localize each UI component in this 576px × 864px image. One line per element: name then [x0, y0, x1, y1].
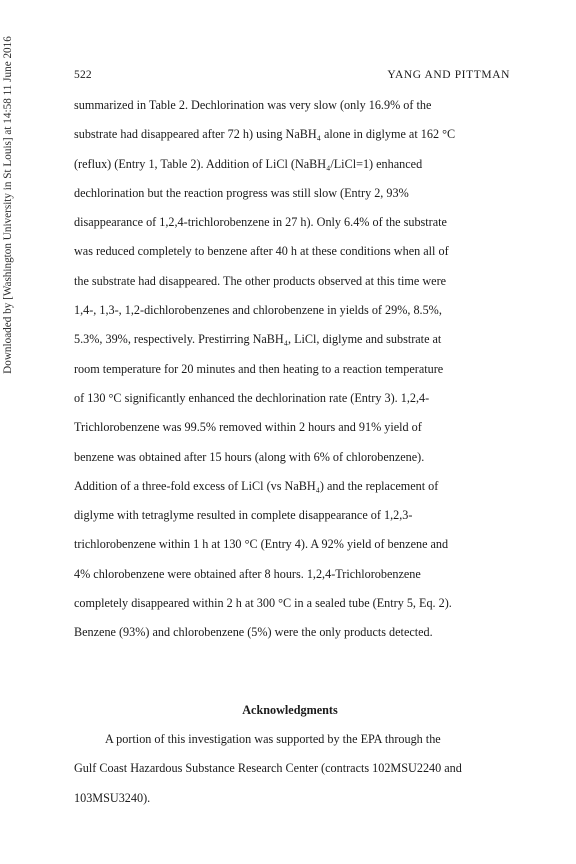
text-line: (reflux) (Entry 1, Table 2). Addition of LiCl (NaBH₄/LiCl=1) enhanced — [74, 156, 423, 171]
text-line: trichlorobenzene within 1 h at 130 °C (Entry 4). A 92% yield of benzene and — [74, 537, 449, 552]
text-line: Benzene (93%) and chlorobenzene (5%) were the only products detected. — [74, 625, 433, 640]
running-head: YANG AND PITTMAN — [387, 69, 510, 81]
page-number: 522 — [74, 69, 92, 81]
text-line: of 130 °C significantly enhanced the dechlorination rate (Entry 3). 1,2,4- — [74, 390, 430, 405]
text-line: 5.3%, 39%, respectively. Prestirring NaBH₄, LiCl, diglyme and substrate at — [74, 332, 442, 347]
text-line: summarized in Table 2. Dechlorination was very slow (only 16.9% of the — [74, 98, 432, 112]
text-line: A portion of this investigation was supported by the EPA through the — [105, 732, 441, 746]
text-line: diglyme with tetraglyme resulted in complete disappearance of 1,2,3- — [74, 508, 413, 523]
text-line: Addition of a three-fold excess of LiCl (vs NaBH₄) and the replacement of — [74, 478, 439, 493]
text-line: 103MSU3240). — [74, 790, 151, 805]
body-paragraph — [74, 91, 514, 648]
section-heading: Acknowledgments — [242, 703, 338, 717]
text-line: Gulf Coast Hazardous Substance Research Center (contracts 102MSU2240 and — [74, 761, 462, 776]
text-line: Trichlorobenzene was 99.5% removed within 2 hours and 91% yield of — [74, 420, 422, 435]
text-line: 4% chlorobenzene were obtained after 8 hours. 1,2,4-Trichlorobenzene — [74, 566, 421, 581]
text-line: was reduced completely to benzene after 40 h at these conditions when all of — [74, 244, 449, 259]
text-line: benzene was obtained after 15 hours (along with 6% of chlorobenzene). — [74, 449, 425, 464]
text-line: substrate had disappeared after 72 h) using NaBH₄ alone in diglyme at 162 °C — [74, 127, 456, 142]
text-line: 1,4-, 1,3-, 1,2-dichlorobenzenes and chlorobenzene in yields of 29%, 8.5%, — [74, 303, 442, 318]
text-line: dechlorination but the reaction progress was still slow (Entry 2, 93% — [74, 185, 409, 200]
acknowledgments-paragraph — [74, 725, 514, 813]
text-line: room temperature for 20 minutes and then heating to a reaction temperature — [74, 361, 444, 376]
text-line: the substrate had disappeared. The other products observed at this time were — [74, 273, 447, 288]
text-line: disappearance of 1,2,4-trichlorobenzene in 27 h). Only 6.4% of the substrate — [74, 215, 447, 230]
download-watermark: Downloaded by [Washington University in St Louis] at 14:58 11 June 2016 — [2, 36, 14, 374]
text-line: completely disappeared within 2 h at 300 °C in a sealed tube (Entry 5, Eq. 2). — [74, 596, 452, 611]
